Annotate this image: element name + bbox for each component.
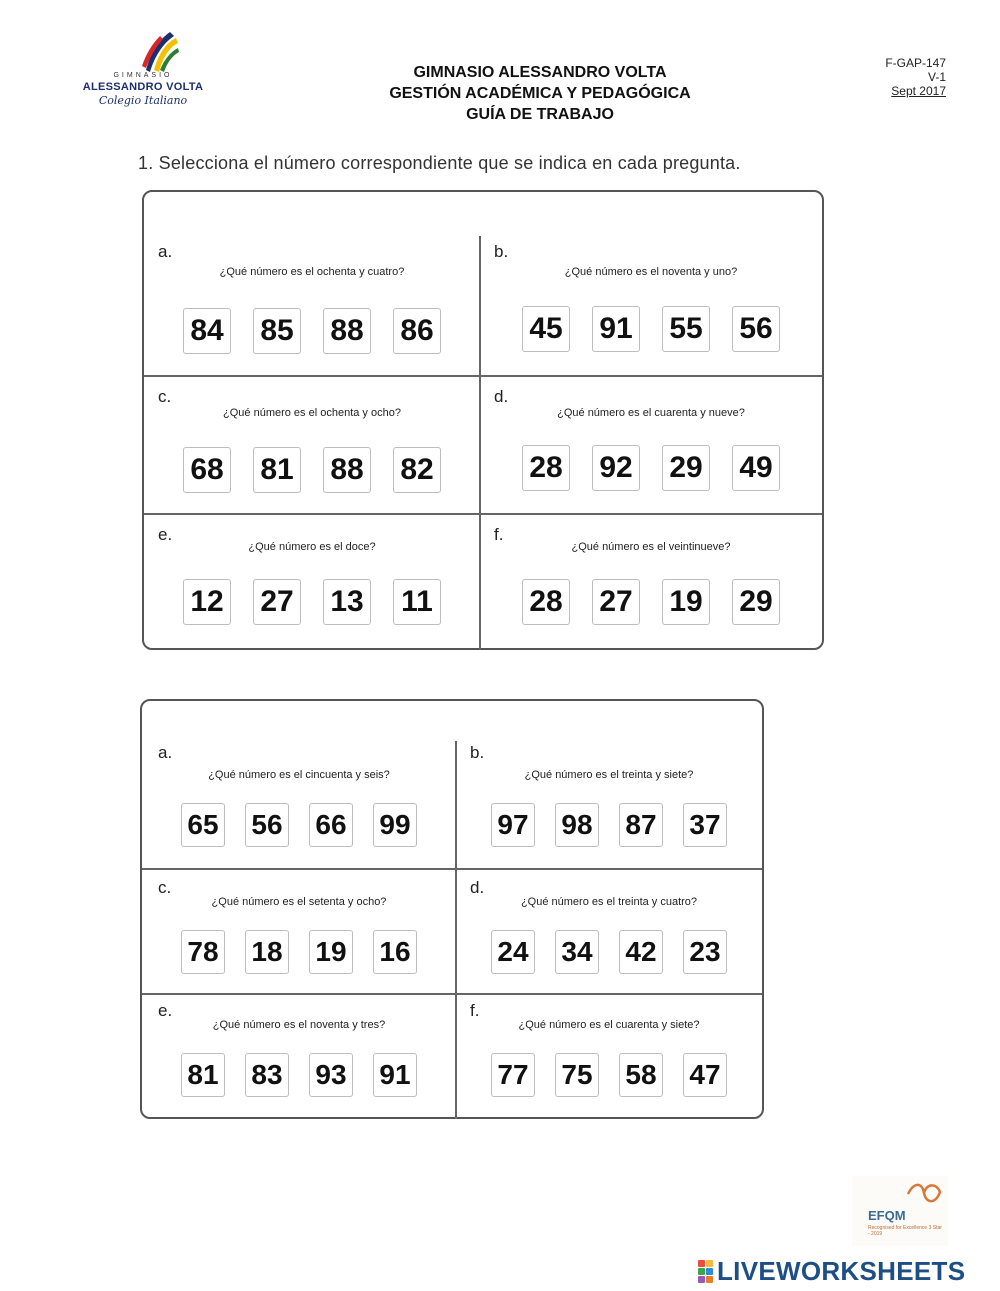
answer-option[interactable]: 55 — [662, 306, 710, 352]
question-cell-f — [456, 995, 762, 1119]
answer-options — [456, 803, 762, 847]
answer-option[interactable]: 86 — [393, 308, 441, 354]
answer-options — [480, 306, 822, 352]
answer-option[interactable]: 81 — [181, 1053, 225, 1097]
efqm-badge — [852, 1176, 948, 1246]
question-cell-b — [480, 232, 822, 375]
question-letter: d. — [470, 878, 485, 897]
efqm-name: EFQM — [868, 1208, 906, 1223]
question-letter: c. — [158, 878, 172, 897]
answer-option[interactable]: 56 — [245, 803, 289, 847]
answer-options — [142, 803, 456, 847]
answer-option[interactable]: 65 — [181, 803, 225, 847]
answer-option[interactable]: 91 — [373, 1053, 417, 1097]
exercise-panel-1 — [142, 190, 824, 650]
answer-option[interactable]: 58 — [619, 1053, 663, 1097]
answer-option[interactable]: 87 — [619, 803, 663, 847]
answer-option[interactable]: 88 — [323, 447, 371, 493]
answer-options — [480, 579, 822, 625]
answer-options — [142, 930, 456, 974]
exercise-panel-2 — [140, 699, 764, 1119]
answer-option[interactable]: 93 — [309, 1053, 353, 1097]
question-text: ¿Qué número es el veintinueve? — [571, 541, 731, 553]
answer-option[interactable]: 19 — [309, 930, 353, 974]
answer-option[interactable]: 29 — [732, 579, 780, 625]
question-cell-c — [142, 870, 456, 993]
question-text: ¿Qué número es el cuarenta y nueve? — [557, 407, 745, 419]
answer-option[interactable]: 56 — [732, 306, 780, 352]
document-title — [300, 62, 780, 125]
question-letter: b. — [470, 743, 485, 762]
answer-option[interactable]: 27 — [253, 579, 301, 625]
answer-options — [144, 308, 480, 354]
document-version: V-1 — [927, 70, 946, 84]
question-cell-d — [456, 870, 762, 993]
liveworksheets-brand[interactable] — [698, 1256, 965, 1287]
school-logo — [78, 30, 208, 122]
question-text: ¿Qué número es el ochenta y ocho? — [223, 407, 401, 419]
document-code-block — [885, 56, 946, 98]
question-cell-d — [480, 377, 822, 513]
answer-option[interactable]: 84 — [183, 308, 231, 354]
answer-option[interactable]: 85 — [253, 308, 301, 354]
document-date: Sept 2017 — [891, 84, 946, 98]
question-cell-a — [144, 232, 480, 375]
question-cell-e — [142, 995, 456, 1119]
question-cell-c — [144, 377, 480, 513]
answer-option[interactable]: 28 — [522, 579, 570, 625]
liveworksheets-logo-icon — [698, 1260, 713, 1283]
answer-option[interactable]: 11 — [393, 579, 441, 625]
answer-option[interactable]: 99 — [373, 803, 417, 847]
answer-option[interactable]: 47 — [683, 1053, 727, 1097]
question-letter: d. — [494, 387, 509, 406]
efqm-loop-icon — [904, 1180, 944, 1206]
question-cell-f — [480, 515, 822, 650]
answer-option[interactable]: 29 — [662, 445, 710, 491]
answer-option[interactable]: 66 — [309, 803, 353, 847]
question-letter: e. — [158, 1001, 173, 1020]
question-cell-e — [144, 515, 480, 650]
answer-option[interactable]: 24 — [491, 930, 535, 974]
answer-option[interactable]: 12 — [183, 579, 231, 625]
question-letter: a. — [158, 743, 173, 762]
answer-option[interactable]: 81 — [253, 447, 301, 493]
answer-options — [142, 1053, 456, 1097]
question-letter: f. — [470, 1001, 480, 1020]
answer-options — [456, 1053, 762, 1097]
answer-option[interactable]: 97 — [491, 803, 535, 847]
answer-option[interactable]: 37 — [683, 803, 727, 847]
question-cell-b — [456, 737, 762, 868]
question-text: ¿Qué número es el cuarenta y siete? — [518, 1019, 700, 1031]
instruction-text: 1. Selecciona el número correspondiente que se indica en cada pregunta. — [138, 153, 741, 173]
answer-option[interactable]: 27 — [592, 579, 640, 625]
question-letter: c. — [158, 387, 172, 406]
liveworksheets-text: LIVEWORKSHEETS — [717, 1256, 966, 1286]
question-text: ¿Qué número es el noventa y uno? — [564, 266, 738, 278]
logo-gimnasio-text: GIMNASIO — [113, 72, 173, 79]
question-letter: e. — [158, 525, 173, 544]
question-text: ¿Qué número es el setenta y ocho? — [211, 896, 387, 908]
answer-option[interactable]: 45 — [522, 306, 570, 352]
question-letter: a. — [158, 242, 173, 261]
question-text: ¿Qué número es el ochenta y cuatro? — [219, 266, 405, 278]
answer-option[interactable]: 91 — [592, 306, 640, 352]
question-text: ¿Qué número es el cincuenta y seis? — [208, 769, 390, 781]
question-text: ¿Qué número es el treinta y cuatro? — [520, 896, 698, 908]
question-text: ¿Qué número es el noventa y tres? — [212, 1019, 386, 1031]
answer-option[interactable]: 42 — [619, 930, 663, 974]
answer-option[interactable]: 75 — [555, 1053, 599, 1097]
logo-school-name: ALESSANDRO VOLTA — [82, 81, 204, 93]
question-text: ¿Qué número es el treinta y siete? — [524, 769, 694, 781]
question-letter: f. — [494, 525, 504, 544]
answer-option[interactable]: 34 — [555, 930, 599, 974]
title-line: GIMNASIO ALESSANDRO VOLTA — [413, 64, 667, 81]
question-letter: b. — [494, 242, 509, 261]
answer-option[interactable]: 77 — [491, 1053, 535, 1097]
answer-option[interactable]: 49 — [732, 445, 780, 491]
efqm-tagline: Recognised for Excellence 3 Star - 2019 — [868, 1225, 942, 1237]
answer-option[interactable]: 82 — [393, 447, 441, 493]
answer-option[interactable]: 28 — [522, 445, 570, 491]
document-code: F-GAP-147 — [885, 56, 946, 70]
answer-option[interactable]: 68 — [183, 447, 231, 493]
answer-option[interactable]: 18 — [245, 930, 289, 974]
answer-option[interactable]: 16 — [373, 930, 417, 974]
answer-option[interactable]: 98 — [555, 803, 599, 847]
answer-option[interactable]: 13 — [323, 579, 371, 625]
answer-option[interactable]: 83 — [245, 1053, 289, 1097]
answer-option[interactable]: 19 — [662, 579, 710, 625]
answer-options — [144, 579, 480, 625]
logo-colegio-text: Colegio Italiano — [98, 94, 188, 107]
answer-option[interactable]: 78 — [181, 930, 225, 974]
question-text: ¿Qué número es el doce? — [248, 541, 376, 553]
answer-option[interactable]: 23 — [683, 930, 727, 974]
logo-brush-icon — [140, 30, 180, 72]
question-cell-a — [142, 737, 456, 868]
answer-option[interactable]: 88 — [323, 308, 371, 354]
title-line: GESTIÓN ACADÉMICA Y PEDAGÓGICA — [389, 85, 691, 102]
title-line: GUÍA DE TRABAJO — [466, 106, 614, 123]
answer-option[interactable]: 92 — [592, 445, 640, 491]
answer-options — [480, 445, 822, 491]
answer-options — [456, 930, 762, 974]
answer-options — [144, 447, 480, 493]
